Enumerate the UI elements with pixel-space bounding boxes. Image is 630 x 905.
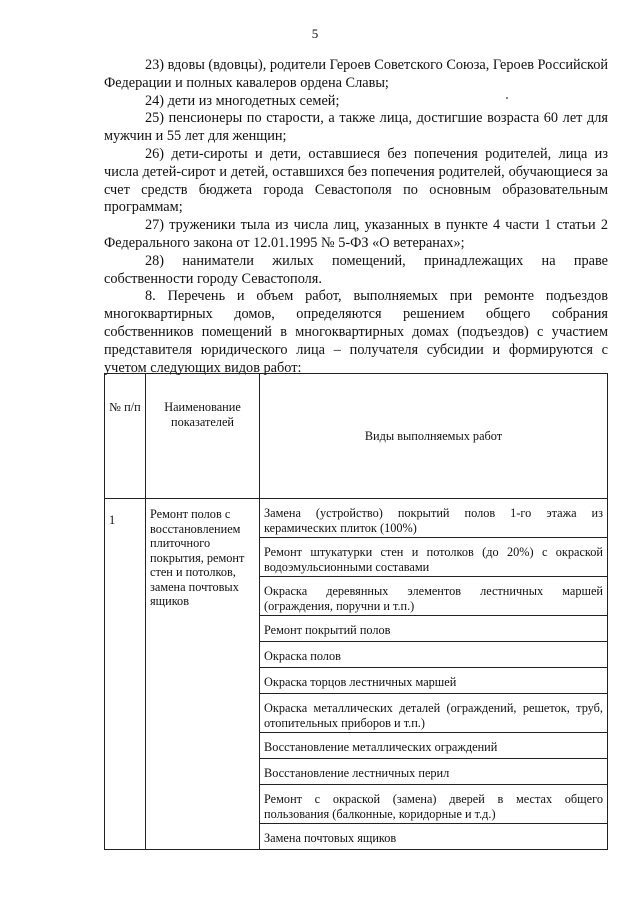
work-item: Окраска полов — [260, 642, 607, 668]
page-number: 5 — [311, 26, 319, 41]
paragraph-23: 23) вдовы (вдовцы), родители Героев Советского Союза, Героев Российской Федерации и полных кавалеров ордена Славы; — [104, 57, 608, 91]
paragraph-28: 28) наниматели жилых помещений, принадлежащих на праве собственности городу Севастополя. — [104, 252, 608, 287]
header-name: Наименование показателей — [146, 374, 260, 499]
work-item: Окраска деревянных элементов лестничных маршей (ограждения, поручни и т.п.) — [260, 577, 607, 616]
work-item: Замена почтовых ящиков — [264, 831, 397, 845]
header-works: Виды выполняемых работ — [260, 374, 608, 499]
table-row — [105, 499, 608, 850]
works-list — [260, 499, 608, 850]
work-item: Ремонт покрытий полов — [260, 616, 607, 642]
paragraph-8: 8. Перечень и объем работ, выполняемых при ремонте подъездов многоквартирных домов, определяются решением общего собрания собственников помещений в многоквартирных домах (подъездов) с участием представителя юридического лица – получателя субсидии и формируются с учетом следующих видов работ: — [104, 288, 608, 376]
work-item: Замена (устройство) покрытий полов 1-го этажа из керамических плиток (100%) — [260, 499, 607, 538]
paragraph-25: 25) пенсионеры по старости, а также лица, достигшие возраста 60 лет для мужчин и 55 лет для женщин; — [104, 110, 608, 145]
row-number: 1 — [105, 499, 146, 850]
body-text — [104, 57, 608, 377]
work-item: Ремонт с окраской (замена) дверей в местах общего пользования (балконные, коридорные и т.д.) — [260, 785, 607, 824]
works-table — [104, 373, 608, 850]
paragraph-24: 24) дети из многодетных семей; — [145, 92, 340, 109]
work-item: Окраска металлических деталей (ограждений, решеток, труб, отопительных приборов и т.п.) — [260, 694, 607, 733]
paragraph-27: 27) труженики тыла из числа лиц, указанных в пункте 4 части 1 статьи 2 Федерального закона от 12.01.1995 № 5-ФЗ «О ветеранах»; — [104, 217, 608, 251]
work-item: Ремонт штукатурки стен и потолков (до 20%) с окраской водоэмульсионными составами — [260, 538, 607, 577]
table-header-row — [105, 374, 608, 499]
work-item: Восстановление лестничных перил — [260, 759, 607, 785]
work-item: Окраска торцов лестничных маршей — [260, 668, 607, 694]
paragraph-26: 26) дети-сироты и дети, оставшиеся без попечения родителей, лица из числа детей-сирот и детей, оставшихся без попечения родителей, обучающиеся за счет средств бюджета города Севастополя по основным образовательным программам; — [104, 145, 608, 216]
row-name: Ремонт полов с восстановлением плиточного покрытия, ремонт стен и потолков, замена почтовых ящиков — [146, 499, 260, 850]
header-number: № п/п — [105, 374, 146, 499]
work-item: Восстановление металлических ограждений — [260, 733, 607, 759]
